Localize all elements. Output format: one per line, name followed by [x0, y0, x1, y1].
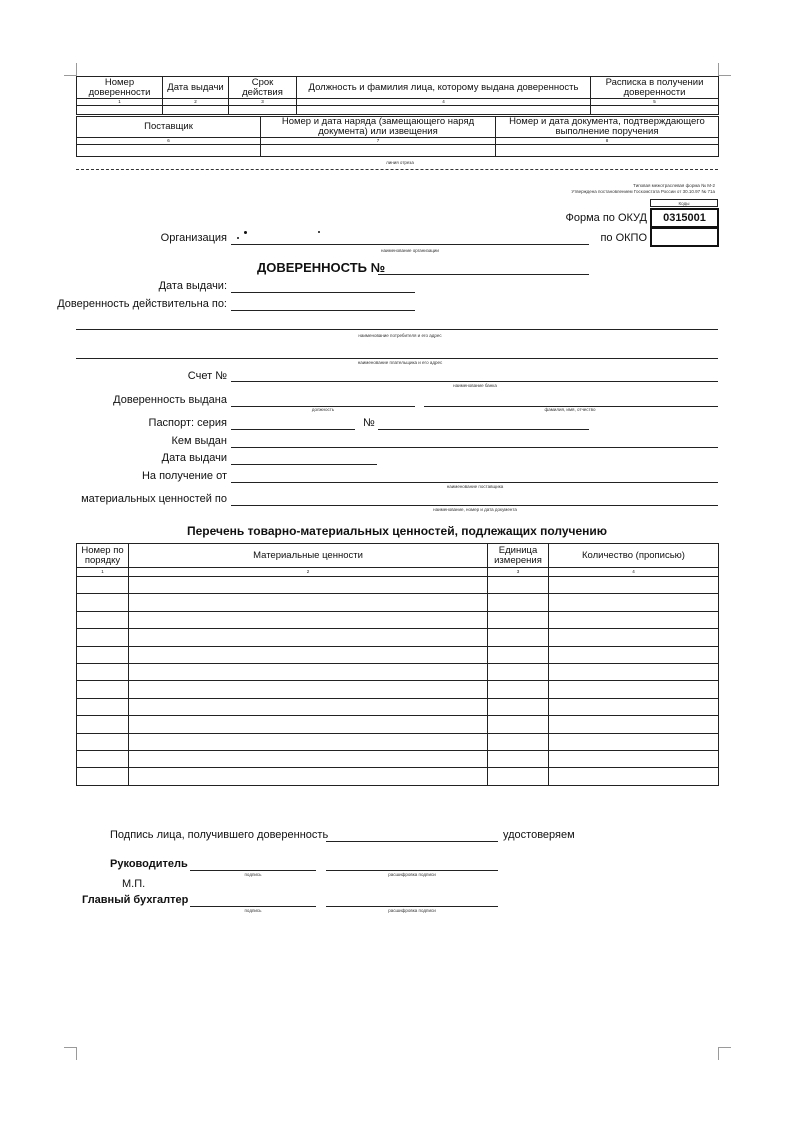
- column-number: 8: [496, 138, 719, 145]
- table-cell[interactable]: [229, 106, 297, 115]
- table-cell[interactable]: [488, 577, 549, 594]
- issued-by-field[interactable]: [231, 447, 718, 448]
- table-cell[interactable]: [77, 733, 129, 750]
- corner-mark-top-left: [64, 63, 77, 76]
- issued-to-label: Доверенность выдана: [113, 394, 227, 406]
- table-cell[interactable]: [129, 733, 488, 750]
- table-cell[interactable]: [549, 768, 719, 785]
- issued-by-label: Кем выдан: [171, 435, 227, 447]
- certify-text: удостоверяем: [503, 829, 575, 841]
- form-approval-note: Утверждена постановлением Госкомстата России от 30.10.97 № 71а: [571, 189, 715, 194]
- table-cell[interactable]: [549, 663, 719, 680]
- table-cell[interactable]: [129, 577, 488, 594]
- stamp-label: М.П.: [122, 878, 146, 890]
- table-cell[interactable]: [549, 716, 719, 733]
- table-cell[interactable]: [129, 716, 488, 733]
- table-cell[interactable]: [549, 733, 719, 750]
- column-number: 5: [591, 99, 719, 106]
- document-title: ДОВЕРЕННОСТЬ №: [257, 260, 386, 275]
- column-number: 6: [77, 138, 261, 145]
- table-cell[interactable]: [129, 629, 488, 646]
- table-cell[interactable]: [549, 629, 719, 646]
- column-number: 1: [77, 99, 163, 106]
- table-row: [77, 577, 719, 594]
- head-sign-caption: подпись: [244, 872, 262, 877]
- recipient-signature-label: Подпись лица, получившего доверенность: [110, 829, 329, 841]
- table-cell[interactable]: [549, 577, 719, 594]
- column-number: 1: [77, 568, 129, 577]
- payer-field[interactable]: [76, 358, 718, 359]
- head-signature-field[interactable]: [190, 870, 316, 871]
- table-row: [77, 733, 719, 750]
- valid-until-label: Доверенность действительна по:: [57, 298, 227, 310]
- document-number-field[interactable]: [378, 274, 589, 275]
- table-cell[interactable]: [77, 698, 129, 715]
- header-cell: Номер доверенности: [77, 77, 163, 99]
- passport-number-field[interactable]: [378, 429, 589, 430]
- passport-date-field[interactable]: [231, 464, 377, 465]
- column-number: 3: [229, 99, 297, 106]
- table-cell[interactable]: [77, 750, 129, 767]
- receipt-table: [76, 76, 719, 115]
- accountant-signature-field[interactable]: [190, 906, 316, 907]
- table-cell[interactable]: [129, 768, 488, 785]
- accountant-sign-caption: подпись: [244, 908, 262, 913]
- supplier-caption: наименование поставщика: [446, 484, 504, 489]
- items-table: [76, 543, 719, 786]
- okpo-label: по ОКПО: [600, 232, 647, 244]
- table-cell[interactable]: [129, 663, 488, 680]
- table-row: [77, 768, 719, 785]
- table-cell[interactable]: [549, 681, 719, 698]
- header-cell: Единица измерения: [488, 544, 549, 568]
- table-cell[interactable]: [488, 716, 549, 733]
- table-row: [77, 646, 719, 663]
- table-cell[interactable]: [549, 594, 719, 611]
- table-cell[interactable]: [129, 681, 488, 698]
- column-number: 4: [297, 99, 591, 106]
- supplier-table: [76, 116, 719, 157]
- okud-label: Форма по ОКУД: [565, 212, 647, 224]
- table-row: [77, 681, 719, 698]
- accountant-decode-field[interactable]: [326, 906, 498, 907]
- corner-mark-bottom-right: [718, 1047, 731, 1060]
- header-cell: Поставщик: [77, 117, 261, 138]
- consumer-field[interactable]: [76, 329, 718, 330]
- table-cell[interactable]: [77, 629, 129, 646]
- table-cell[interactable]: [297, 106, 591, 115]
- table-cell[interactable]: [591, 106, 719, 115]
- table-cell[interactable]: [77, 594, 129, 611]
- form-type-note: Типовая межотраслевая форма № М-2: [633, 183, 715, 188]
- bank-caption: наименование банка: [453, 383, 497, 388]
- ink-dot: [237, 237, 239, 239]
- table-cell[interactable]: [488, 629, 549, 646]
- table-cell[interactable]: [488, 750, 549, 767]
- head-decode-caption: расшифровка подписи: [388, 872, 436, 877]
- table-cell[interactable]: [129, 594, 488, 611]
- table-cell[interactable]: [129, 750, 488, 767]
- valuables-document-field[interactable]: [231, 505, 718, 506]
- table-cell[interactable]: [488, 698, 549, 715]
- table-cell[interactable]: [77, 663, 129, 680]
- table-cell[interactable]: [77, 611, 129, 628]
- column-number: 7: [261, 138, 496, 145]
- table-cell[interactable]: [549, 611, 719, 628]
- table-cell[interactable]: [77, 768, 129, 785]
- table-cell[interactable]: [77, 577, 129, 594]
- recipient-signature-field[interactable]: [326, 841, 498, 842]
- table-row: [77, 698, 719, 715]
- header-cell: Расписка в получении доверенности: [591, 77, 719, 99]
- ink-dot: [318, 231, 320, 233]
- head-decode-field[interactable]: [326, 870, 498, 871]
- table-row: [77, 629, 719, 646]
- issue-date-field[interactable]: [231, 292, 415, 293]
- account-label: Счет №: [187, 370, 227, 382]
- position-caption: должность: [311, 407, 335, 412]
- okud-code-box: 0315001: [650, 208, 719, 228]
- receive-from-field[interactable]: [231, 482, 718, 483]
- ink-dot: [244, 231, 247, 234]
- table-cell[interactable]: [77, 646, 129, 663]
- table-cell[interactable]: [129, 698, 488, 715]
- organization-label: Организация: [160, 232, 227, 244]
- header-cell: Номер и дата наряда (замещающего наряд документа) или извещения: [261, 117, 496, 138]
- header-cell: Количество (прописью): [549, 544, 719, 568]
- table-cell[interactable]: [488, 611, 549, 628]
- receive-from-label: На получение от: [141, 470, 227, 482]
- organization-caption: наименование организации: [381, 248, 439, 253]
- table-cell[interactable]: [488, 646, 549, 663]
- document-caption: наименование, номер и дата документа: [433, 507, 517, 512]
- cut-line: [76, 169, 718, 170]
- consumer-caption: наименование потребителя и его адрес: [358, 333, 442, 338]
- table-row: [77, 611, 719, 628]
- account-field[interactable]: [231, 381, 718, 382]
- header-cell: Номер и дата документа, подтверждающего выполнение поручения: [496, 117, 719, 138]
- organization-field[interactable]: [231, 244, 589, 245]
- column-number: 3: [488, 568, 549, 577]
- table-row: [77, 750, 719, 767]
- payer-caption: наименование плательщика и его адрес: [357, 360, 443, 365]
- corner-mark-top-right: [718, 63, 731, 76]
- codes-label-border: [650, 199, 718, 207]
- codes-label: Коды: [678, 201, 690, 206]
- header-cell: Номер по порядку: [77, 544, 129, 568]
- table-cell[interactable]: [129, 646, 488, 663]
- table-cell[interactable]: [488, 594, 549, 611]
- table-cell[interactable]: [549, 698, 719, 715]
- table-cell[interactable]: [549, 646, 719, 663]
- table-cell[interactable]: [129, 611, 488, 628]
- passport-series-label: Паспорт: серия: [148, 417, 227, 429]
- table-cell[interactable]: [496, 145, 719, 157]
- table-cell[interactable]: [261, 145, 496, 157]
- valuables-label: материальных ценностей по: [81, 493, 227, 505]
- table-cell[interactable]: [488, 733, 549, 750]
- header-cell: Дата выдачи: [163, 77, 229, 99]
- header-cell: Должность и фамилия лица, которому выдана доверенность: [297, 77, 591, 99]
- passport-series-field[interactable]: [231, 429, 355, 430]
- table-row: [77, 663, 719, 680]
- table-cell[interactable]: [549, 750, 719, 767]
- passport-date-label: Дата выдачи: [161, 452, 227, 464]
- list-title: Перечень товарно-материальных ценностей, подлежащих получению: [186, 524, 608, 538]
- table-cell[interactable]: [488, 681, 549, 698]
- issue-date-label: Дата выдачи:: [158, 280, 227, 292]
- table-cell[interactable]: [77, 106, 163, 115]
- header-cell: Срок действия: [229, 77, 297, 99]
- head-label: Руководитель: [110, 858, 188, 870]
- table-row: [77, 716, 719, 733]
- cut-line-caption: линия отреза: [386, 160, 414, 165]
- table-row: [77, 594, 719, 611]
- accountant-decode-caption: расшифровка подписи: [388, 908, 436, 913]
- table-cell[interactable]: [163, 106, 229, 115]
- column-number: 2: [163, 99, 229, 106]
- okpo-code-box[interactable]: [650, 227, 719, 247]
- accountant-label: Главный бухгалтер: [82, 894, 189, 906]
- valid-until-field[interactable]: [231, 310, 415, 311]
- table-cell[interactable]: [77, 681, 129, 698]
- table-cell[interactable]: [77, 716, 129, 733]
- column-number: 2: [129, 568, 488, 577]
- table-cell[interactable]: [488, 663, 549, 680]
- passport-number-label: №: [363, 417, 375, 429]
- column-number: 4: [549, 568, 719, 577]
- table-cell[interactable]: [488, 768, 549, 785]
- table-cell[interactable]: [77, 145, 261, 157]
- header-cell: Материальные ценности: [129, 544, 488, 568]
- corner-mark-bottom-left: [64, 1047, 77, 1060]
- full-name-caption: фамилия, имя, отчество: [544, 407, 596, 412]
